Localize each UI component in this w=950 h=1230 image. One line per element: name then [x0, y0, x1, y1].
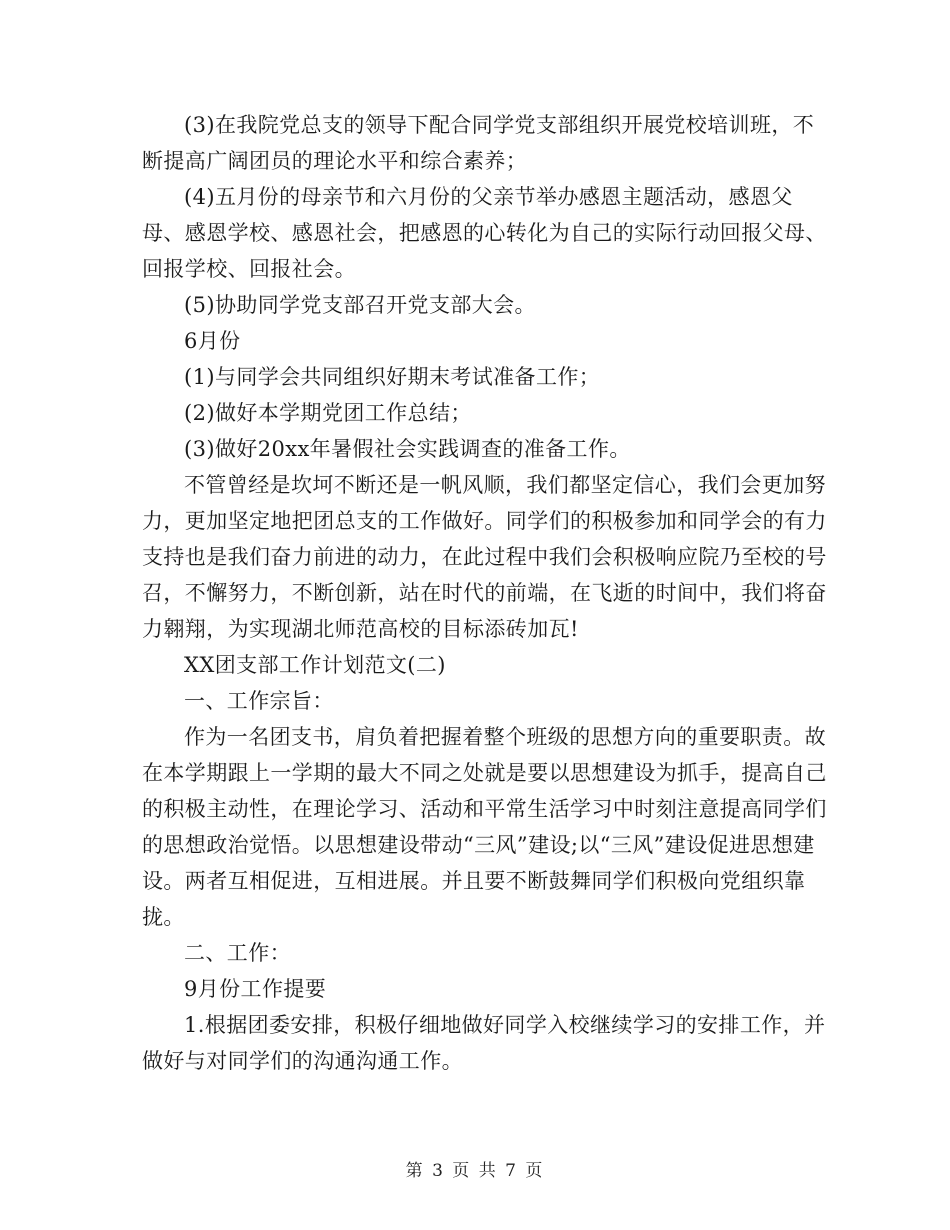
paragraph-7: (3)做好20xx年暑假社会实践调查的准备工作。: [184, 437, 631, 461]
paragraph-11: 作为一名团支书，肩负着把握着整个班级的思想方向的重要职责。故在本学期跟上一学期的最大不同之处就是要以思想建设为抓手，提高自己的积极主动性，在理论学习、活动和平常生活学习中时刻注意提高同学们的思想政治觉悟。以思想建设带动“三风”建设;以“三风”建设促进思想建设。两者互相促进，互相进展。并且要不断鼓舞同学们积极向党组织靠拢。: [142, 725, 827, 929]
paragraph-6: (2)做好本学期党团工作总结；: [184, 401, 472, 425]
paragraph-1: (3)在我院党总支的领导下配合同学党支部组织开展党校培训班，不断提高广阔团员的理论水平和综合素养；: [142, 113, 815, 173]
paragraph-2: (4)五月份的母亲节和六月份的父亲节举办感恩主题活动，感恩父母、感恩学校、感恩社会，把感恩的心转化为自己的实际行动回报父母、回报学校、回报社会。: [142, 185, 827, 281]
page-number-footer: 第 3 页 共 7 页: [405, 1161, 545, 1181]
document-body: [142, 107, 834, 1079]
paragraph-14: 1.根据团委安排，积极仔细地做好同学入校继续学习的安排工作，并做好与对同学们的沟通沟通工作。: [142, 1013, 826, 1073]
paragraph-8: 不管曾经是坎坷不断还是一帆风顺，我们都坚定信心，我们会更加努力，更加坚定地把团总支的工作做好。同学们的积极参加和同学会的有力支持也是我们奋力前进的动力，在此过程中我们会积极响应院乃至校的号召，不懈努力，不断创新，站在时代的前端，在飞逝的时间中，我们将奋力翱翔，为实现湖北师范高校的目标添砖加瓦!: [142, 473, 827, 641]
paragraph-13: 9月份工作提要: [184, 977, 327, 1001]
paragraph-9: XX团支部工作计划范文(二): [184, 653, 446, 677]
paragraph-10: 一、工作宗旨：: [184, 689, 334, 713]
paragraph-4: 6月份: [184, 329, 241, 353]
paragraph-12: 二、工作：: [184, 941, 291, 965]
paragraph-3: (5)协助同学党支部召开党支部大会。: [184, 293, 536, 317]
paragraph-5: (1)与同学会共同组织好期末考试准备工作；: [184, 365, 601, 389]
